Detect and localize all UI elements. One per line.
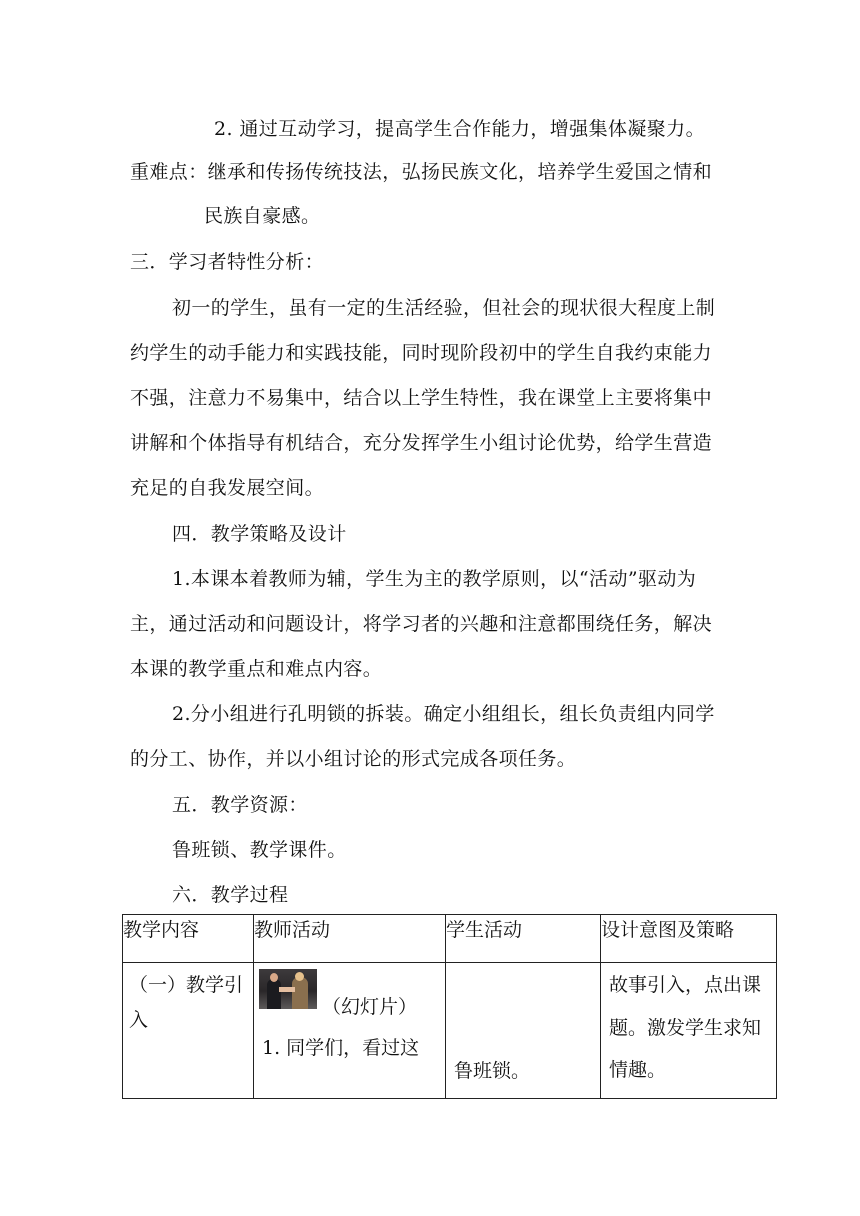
- slide-photo-image: [259, 969, 317, 1009]
- strategy-2-line: 的分工、协作，并以小组讨论的形式完成各项任务。: [130, 748, 577, 770]
- section-5-heading: 五．教学资源：: [172, 794, 308, 816]
- section-6-heading: 六．教学过程: [172, 884, 289, 906]
- design-cell: [601, 963, 777, 1099]
- teacher-line: 1. 同学们，看过这: [262, 1037, 420, 1059]
- key-difficulty-cont: 民族自豪感。: [204, 205, 321, 227]
- content-cell: [123, 963, 254, 1099]
- design-line: 情趣。: [609, 1059, 667, 1081]
- teacher-cell: [254, 963, 446, 1099]
- table-header-row: [123, 915, 777, 963]
- section-4-heading: 四．教学策略及设计: [172, 523, 347, 545]
- header-cell: 学生活动: [446, 915, 601, 963]
- header-cell: 教师活动: [254, 915, 446, 963]
- learner-para-line: 初一的学生，虽有一定的生活经验，但社会的现状很大程度上制: [172, 297, 716, 319]
- learner-para-line: 约学生的动手能力和实践技能，同时现阶段初中的学生自我约束能力: [130, 342, 713, 364]
- strategy-1-line: 主，通过活动和问题设计，将学习者的兴趣和注意都围绕任务，解决: [130, 613, 713, 635]
- student-cell: [446, 963, 601, 1099]
- content-line: 入: [129, 1009, 149, 1031]
- resources-text: 鲁班锁、教学课件。: [172, 839, 347, 861]
- learner-para-line: 充足的自我发展空间。: [130, 477, 325, 499]
- student-line: 鲁班锁。: [454, 1060, 531, 1082]
- learner-para-line: 讲解和个体指导有机结合，充分发挥学生小组讨论优势，给学生营造: [130, 432, 713, 454]
- teaching-process-table: [122, 914, 777, 1099]
- content-line: （一）教学引: [129, 974, 244, 996]
- header-cell: 教学内容: [123, 915, 254, 963]
- section-3-heading: 三．学习者特性分析：: [130, 251, 325, 273]
- design-line: 题。激发学生求知: [609, 1017, 762, 1039]
- header-cell: 设计意图及策略: [601, 915, 777, 963]
- strategy-1-line: 1.本课本着教师为辅，学生为主的教学原则，以“活动”驱动为: [172, 568, 697, 590]
- strategy-2-line: 2.分小组进行孔明锁的拆装。确定小组组长，组长负责组内同学: [172, 703, 715, 725]
- learner-para-line: 不强，注意力不易集中，结合以上学生特性，我在课堂上主要将集中: [130, 387, 713, 409]
- table-row: [123, 963, 777, 1099]
- key-difficulty-line: 重难点：继承和传扬传统技法，弘扬民族文化，培养学生爱国之情和: [130, 161, 713, 183]
- teacher-line: （幻灯片）: [322, 996, 418, 1018]
- strategy-1-line: 本课的教学重点和难点内容。: [130, 658, 383, 680]
- design-line: 故事引入，点出课: [609, 974, 762, 996]
- goal-item-2: 2. 通过互动学习，提高学生合作能力，增强集体凝聚力。: [214, 118, 705, 140]
